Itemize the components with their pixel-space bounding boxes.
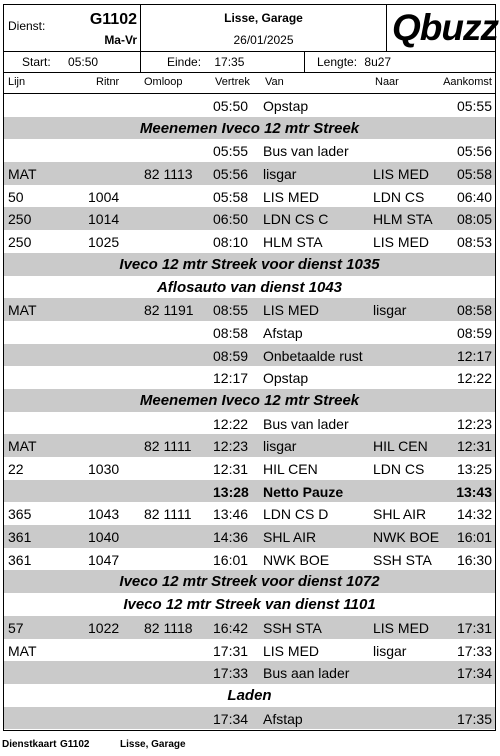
cell-vertrek: 17:34 — [213, 710, 249, 727]
cell-van: NWK BOE — [263, 551, 330, 568]
schedule-row — [4, 548, 495, 571]
cell-van: SSH STA — [263, 619, 322, 636]
cell-lijn: 361 — [8, 551, 32, 568]
col-header-vertrek: Vertrek — [215, 76, 250, 88]
col-header-aankomst: Aankomst — [443, 76, 492, 88]
cell-naar: SSH STA — [373, 551, 432, 568]
footer-location: Lisse, Garage — [120, 739, 186, 750]
cell-vertrek: 05:55 — [213, 143, 249, 160]
cell-lijn: MAT — [8, 302, 37, 319]
cell-vertrek: 14:36 — [213, 529, 249, 546]
section-title-row — [4, 684, 495, 707]
cell-aankomst: 05:58 — [456, 166, 492, 183]
cell-vertrek: 08:55 — [213, 302, 249, 319]
footer-dienst: G1102 — [60, 739, 90, 750]
dienstkaart-sheet — [3, 4, 496, 731]
col-header-lijn: Lijn — [8, 76, 26, 88]
column-header — [4, 73, 495, 94]
cell-aankomst: 05:56 — [456, 143, 492, 160]
cell-lijn: MAT — [8, 438, 37, 455]
cell-vertrek: 16:42 — [213, 619, 249, 636]
dienst-label: Dienst: — [8, 19, 46, 33]
dienst-number: G1102 — [89, 11, 137, 28]
section-title-row — [4, 389, 495, 412]
cell-vertrek: 12:22 — [213, 415, 249, 432]
schedule-row — [4, 230, 495, 253]
schedule-row — [4, 434, 495, 457]
schedule-row — [4, 162, 495, 185]
cell-van: SHL AIR — [263, 529, 317, 546]
cell-lijn: 57 — [8, 619, 24, 636]
einde-label: Einde: — [167, 55, 202, 69]
cell-lijn: 365 — [8, 506, 32, 523]
section-title-row — [4, 570, 495, 593]
cell-naar: LDN CS — [373, 188, 425, 205]
col-header-ritnr: Ritnr — [96, 76, 120, 88]
cell-ritnr: 1047 — [88, 551, 120, 568]
cell-ritnr: 1043 — [88, 506, 120, 523]
cell-aankomst: 12:17 — [456, 347, 492, 364]
cell-aankomst: 06:40 — [456, 188, 492, 205]
location: Lisse, Garage — [224, 11, 303, 25]
cell-vertrek: 17:31 — [213, 642, 249, 659]
lengte-value: 8u27 — [364, 55, 392, 69]
cell-aankomst: 12:22 — [456, 370, 492, 387]
cell-ritnr: 1014 — [88, 211, 120, 228]
cell-van: Netto Pauze — [263, 483, 344, 500]
cell-vertrek: 13:28 — [213, 483, 249, 500]
schedule-row — [4, 412, 495, 435]
cell-van: Afstap — [263, 710, 303, 727]
schedule-row — [4, 185, 495, 208]
schedule-row — [4, 298, 495, 321]
schedule-row — [4, 661, 495, 684]
qbuzz-logo: Qbuzz — [392, 7, 498, 48]
cell-aankomst: 17:33 — [456, 642, 492, 659]
cell-van: LIS MED — [263, 642, 320, 659]
einde-value: 17:35 — [214, 55, 245, 69]
cell-lijn: 22 — [8, 461, 24, 477]
schedule-row — [4, 480, 495, 503]
lengte-label: Lengte: — [317, 55, 358, 69]
schedule-row — [4, 457, 495, 480]
section-title: Aflosauto van dienst 1043 — [156, 278, 343, 296]
cell-lijn: 250 — [8, 234, 32, 251]
cell-vertrek: 12:17 — [213, 370, 249, 387]
cell-aankomst: 08:59 — [456, 324, 492, 341]
cell-naar: LIS MED — [373, 234, 430, 251]
schedule-table — [4, 94, 495, 729]
schedule-row — [4, 502, 495, 525]
cell-aankomst: 16:01 — [456, 529, 492, 546]
schedule-row — [4, 94, 495, 117]
start-value: 05:50 — [68, 55, 99, 69]
cell-vertrek: 08:58 — [213, 324, 249, 341]
cell-van: Bus aan lader — [263, 665, 350, 682]
schedule-row — [4, 207, 495, 230]
section-title: Meenemen Iveco 12 mtr Streek — [139, 391, 360, 409]
cell-omloop: 82 1113 — [144, 166, 193, 183]
section-title-row — [4, 253, 495, 276]
start-cell — [4, 52, 141, 72]
cell-van: HLM STA — [263, 234, 323, 251]
einde-cell — [141, 52, 305, 72]
col-header-van: Van — [265, 76, 284, 88]
schedule-row — [4, 344, 495, 367]
cell-van: Afstap — [263, 324, 303, 341]
cell-vertrek: 12:23 — [213, 438, 249, 455]
cell-naar: lisgar — [373, 642, 407, 659]
cell-naar: lisgar — [373, 302, 407, 319]
cell-ritnr: 1030 — [88, 461, 120, 477]
lengte-cell — [305, 52, 495, 72]
cell-omloop: 82 1191 — [144, 302, 194, 319]
cell-vertrek: 05:50 — [213, 98, 249, 114]
cell-van: Bus van lader — [263, 415, 349, 432]
cell-ritnr: 1004 — [88, 188, 120, 205]
schedule-row — [4, 139, 495, 162]
cell-naar: HIL CEN — [373, 438, 428, 455]
section-title: Meenemen Iveco 12 mtr Streek — [139, 119, 360, 137]
date: 26/01/2025 — [233, 33, 294, 47]
cell-omloop: 82 1111 — [144, 506, 192, 523]
cell-lijn: 361 — [8, 529, 32, 546]
cell-aankomst: 08:05 — [456, 211, 492, 228]
schedule-row — [4, 707, 495, 730]
schedule-row — [4, 366, 495, 389]
cell-van: LDN CS C — [263, 211, 329, 228]
logo-cell — [387, 5, 498, 51]
cell-aankomst: 17:34 — [456, 665, 492, 682]
schedule-row — [4, 639, 495, 662]
footer-label: Dienstkaart — [2, 739, 57, 750]
cell-lijn: 250 — [8, 211, 32, 228]
cell-vertrek: 17:33 — [213, 665, 249, 682]
cell-van: LIS MED — [263, 188, 320, 205]
cell-vertrek: 12:31 — [213, 461, 249, 477]
cell-vertrek: 13:46 — [213, 506, 249, 523]
section-title: Iveco 12 mtr Streek voor dienst 1072 — [119, 573, 380, 591]
section-title: Iveco 12 mtr Streek voor dienst 1035 — [119, 255, 380, 273]
schedule-row — [4, 525, 495, 548]
section-title-row — [4, 276, 495, 299]
cell-aankomst: 12:23 — [456, 415, 492, 432]
section-title-row — [4, 117, 495, 140]
cell-van: Onbetaalde rust — [263, 347, 363, 364]
schedule-row — [4, 616, 495, 639]
cell-aankomst: 12:31 — [456, 438, 492, 455]
cell-aankomst: 13:43 — [456, 483, 492, 500]
cell-naar: SHL AIR — [373, 506, 427, 523]
cell-vertrek: 06:50 — [213, 211, 249, 228]
dienst-cell — [4, 5, 141, 51]
cell-van: HIL CEN — [263, 461, 318, 477]
cell-omloop: 82 1118 — [144, 619, 193, 636]
cell-lijn: MAT — [8, 166, 37, 183]
cell-van: lisgar — [263, 166, 297, 183]
cell-aankomst: 14:32 — [456, 506, 492, 523]
cell-van: Opstap — [263, 370, 309, 387]
cell-vertrek: 05:58 — [213, 188, 249, 205]
cell-naar: NWK BOE — [373, 529, 440, 546]
header-top — [4, 5, 498, 52]
section-title: Laden — [227, 686, 272, 704]
cell-van: Opstap — [263, 98, 309, 114]
cell-omloop: 82 1111 — [144, 438, 192, 455]
cell-aankomst: 08:58 — [456, 302, 492, 319]
cell-aankomst: 08:53 — [456, 234, 492, 251]
cell-aankomst: 17:35 — [456, 710, 492, 727]
cell-van: LIS MED — [263, 302, 320, 319]
cell-van: Bus van lader — [263, 143, 349, 160]
cell-lijn: 50 — [8, 188, 24, 205]
cell-vertrek: 05:56 — [213, 166, 249, 183]
start-label: Start: — [22, 55, 51, 69]
col-header-naar: Naar — [375, 76, 399, 88]
cell-vertrek: 16:01 — [213, 551, 249, 568]
cell-van: LDN CS D — [263, 506, 329, 523]
section-title-row — [4, 593, 495, 616]
cell-vertrek: 08:10 — [213, 234, 249, 251]
col-header-omloop: Omloop — [144, 76, 183, 88]
cell-naar: LDN CS — [373, 461, 425, 477]
dienst-days: Ma-Vr — [104, 33, 137, 47]
cell-naar: LIS MED — [373, 166, 430, 183]
cell-ritnr: 1025 — [88, 234, 120, 251]
cell-aankomst: 16:30 — [456, 551, 492, 568]
cell-naar: HLM STA — [373, 211, 433, 228]
cell-vertrek: 08:59 — [213, 347, 249, 364]
header-times — [4, 52, 495, 73]
section-title: Iveco 12 mtr Streek van dienst 1101 — [123, 596, 376, 614]
cell-aankomst: 13:25 — [456, 461, 492, 477]
cell-ritnr: 1022 — [88, 619, 120, 636]
cell-naar: LIS MED — [373, 619, 430, 636]
cell-aankomst: 17:31 — [456, 619, 492, 636]
cell-aankomst: 05:55 — [456, 98, 492, 114]
cell-ritnr: 1040 — [88, 529, 120, 546]
cell-van: lisgar — [263, 438, 297, 455]
location-cell — [141, 5, 387, 51]
cell-lijn: MAT — [8, 642, 37, 659]
schedule-row — [4, 321, 495, 344]
